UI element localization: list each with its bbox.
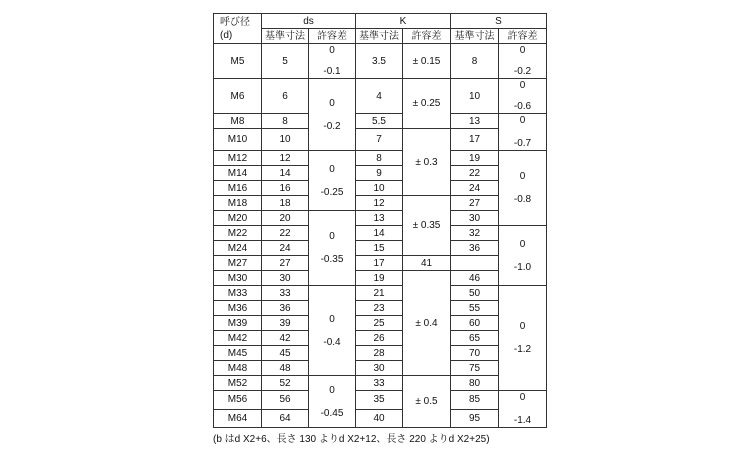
- s-base-cell: 30: [451, 211, 499, 226]
- ds-base-cell: 6: [262, 79, 309, 114]
- k-tol-cell: ± 0.5: [403, 376, 451, 428]
- size-cell: M33: [214, 286, 262, 301]
- nominal-header: [214, 14, 262, 44]
- s-tol-cell-spacer: [499, 57, 546, 65]
- s-tol-cell-spacer: [499, 251, 546, 261]
- ds-tol-cell-spacer: [309, 243, 355, 253]
- k-tol-cell: ± 0.35: [403, 196, 451, 256]
- table-row: [214, 331, 547, 346]
- table-row: [214, 166, 547, 181]
- ds-base-cell: 39: [262, 316, 309, 331]
- k-base-cell: 12: [356, 196, 403, 211]
- ds-base-cell: 36: [262, 301, 309, 316]
- ds-base-cell: 8: [262, 114, 309, 129]
- table-row: [214, 79, 547, 114]
- k-base-cell: 7: [356, 129, 403, 151]
- size-cell: M24: [214, 241, 262, 256]
- ds-tol-cell-upper: 0: [329, 384, 335, 396]
- s-tol-cell-lower: -0.2: [513, 66, 532, 77]
- s-tol-cell-upper: 0: [519, 115, 526, 126]
- size-cell: M18: [214, 196, 262, 211]
- s-base-cell: 70: [451, 346, 499, 361]
- table-row: [214, 129, 547, 151]
- ds-tol-cell: [309, 79, 356, 151]
- table-row: [214, 151, 547, 166]
- s-tol-cell-spacer: [499, 404, 546, 414]
- s-base-cell: 36: [451, 241, 499, 256]
- ds-tol-cell: [309, 286, 356, 376]
- table-row: [214, 316, 547, 331]
- s-base-cell: 17: [451, 129, 499, 151]
- table-row: [214, 361, 547, 376]
- k-base-header: 基準寸法: [356, 29, 403, 44]
- k-base-cell: 19: [356, 271, 403, 286]
- dimension-table: [213, 13, 547, 428]
- size-cell: M42: [214, 331, 262, 346]
- s-base-cell: 10: [451, 79, 499, 114]
- ds-base-cell: 56: [262, 391, 309, 410]
- s-base-cell: 19: [451, 151, 499, 166]
- s-tol-cell: [499, 391, 547, 428]
- s-base-cell: 32: [451, 226, 499, 241]
- s-tol-cell-upper: 0: [519, 80, 526, 91]
- k-base-cell: 9: [356, 166, 403, 181]
- s-tol-cell-upper: 0: [519, 171, 526, 182]
- size-cell: M48: [214, 361, 262, 376]
- s-tol-cell-lower: -1.4: [513, 415, 532, 426]
- ds-tol-cell-upper: 0: [329, 313, 335, 325]
- size-cell: M45: [214, 346, 262, 361]
- table-row: [214, 256, 547, 271]
- ds-tol-cell-spacer: [309, 397, 355, 407]
- nominal-label: 呼び径: [220, 16, 250, 28]
- s-tol-cell-spacer: [499, 92, 546, 100]
- k-base-cell: 8: [356, 151, 403, 166]
- s-tol-cell-upper: 0: [519, 238, 526, 250]
- k-base-cell: 28: [356, 346, 403, 361]
- table-row: [214, 226, 547, 241]
- k-base-cell: 30: [356, 361, 403, 376]
- size-cell: M6: [214, 79, 262, 114]
- size-cell: M20: [214, 211, 262, 226]
- size-cell: M56: [214, 391, 262, 410]
- ds-tol-cell-spacer: [309, 110, 355, 120]
- k-base-cell: 4: [356, 79, 403, 114]
- k-tol-header: 許容差: [403, 29, 451, 44]
- ds-tol-cell-spacer: [309, 176, 355, 186]
- s-base-cell: 8: [451, 44, 499, 79]
- ds-base-cell: 27: [262, 256, 309, 271]
- ds-tol-cell-lower: -0.45: [320, 407, 344, 419]
- k-base-cell: 13: [356, 211, 403, 226]
- ds-base-cell: 12: [262, 151, 309, 166]
- table-row: [214, 44, 547, 79]
- k-tol-cell: ± 0.25: [403, 79, 451, 129]
- ds-base-cell: 45: [262, 346, 309, 361]
- s-tol-cell: [499, 151, 547, 226]
- k-base-cell: 26: [356, 331, 403, 346]
- k-base-cell: 15: [356, 241, 403, 256]
- table-row: [214, 301, 547, 316]
- table-row: [214, 181, 547, 196]
- size-cell: M36: [214, 301, 262, 316]
- s-base-cell: 85: [451, 391, 499, 410]
- s-base-cell: 24: [451, 181, 499, 196]
- ds-base-cell: 48: [262, 361, 309, 376]
- k-base-cell: 14: [356, 226, 403, 241]
- size-cell: M5: [214, 44, 262, 79]
- table-row: [214, 376, 547, 391]
- s-tol-cell-lower: -0.6: [513, 101, 532, 112]
- s-tol-cell: [499, 114, 547, 151]
- ds-base-cell: 5: [262, 44, 309, 79]
- k-base-cell: 40: [356, 409, 403, 428]
- ds-tol-cell: [309, 376, 356, 428]
- group-header-s: S: [451, 14, 547, 29]
- size-cell: M64: [214, 409, 262, 428]
- ds-base-cell: 52: [262, 376, 309, 391]
- s-base-header: 基準寸法: [451, 29, 499, 44]
- s-tol-cell: [499, 286, 547, 391]
- k-base-cell: 21: [356, 286, 403, 301]
- k-base-cell: 33: [356, 376, 403, 391]
- ds-base-cell: 20: [262, 211, 309, 226]
- ds-base-cell: 42: [262, 331, 309, 346]
- ds-tol-cell: [309, 211, 356, 286]
- ds-tol-cell-spacer: [309, 326, 355, 336]
- s-tol-header: 許容差: [499, 29, 547, 44]
- s-base-cell: 95: [451, 409, 499, 428]
- ds-tol-cell: [309, 151, 356, 211]
- ds-base-header: 基準寸法: [262, 29, 309, 44]
- s-tol-cell: [499, 79, 547, 114]
- header-row-1: [214, 14, 547, 29]
- size-cell: M8: [214, 114, 262, 129]
- s-base-cell: 75: [451, 361, 499, 376]
- size-cell: M16: [214, 181, 262, 196]
- ds-tol-cell-lower: -0.1: [323, 66, 341, 77]
- s-tol-cell-upper: 0: [519, 392, 526, 403]
- s-tol-cell-spacer: [499, 127, 546, 137]
- table-row: [214, 346, 547, 361]
- ds-tol-cell-lower: -0.2: [323, 120, 341, 132]
- ds-base-cell: 14: [262, 166, 309, 181]
- k-base-cell: 25: [356, 316, 403, 331]
- k-base-cell: 10: [356, 181, 403, 196]
- table-row: [214, 409, 547, 428]
- group-header-k: K: [356, 14, 451, 29]
- table-row: [214, 391, 547, 410]
- size-cell: M14: [214, 166, 262, 181]
- table-row: [214, 286, 547, 301]
- size-cell: M39: [214, 316, 262, 331]
- s-tol-cell-lower: -0.8: [513, 194, 532, 205]
- size-cell: M52: [214, 376, 262, 391]
- k-base-cell: 17: [356, 256, 403, 271]
- k-tol-cell: ± 0.3: [403, 129, 451, 196]
- s-base-cell: 60: [451, 316, 499, 331]
- footnote: (b はd X2+6、長さ 130 よりd X2+12、長さ 220 よりd X2+25): [213, 434, 490, 445]
- ds-tol-cell-upper: 0: [329, 97, 335, 109]
- s-base-cell: 22: [451, 166, 499, 181]
- ds-tol-header: 許容差: [309, 29, 356, 44]
- ds-base-cell: 24: [262, 241, 309, 256]
- ds-tol-cell-lower: -0.35: [320, 254, 344, 265]
- k-base-cell: 35: [356, 391, 403, 410]
- s-tol-cell-lower: -1.0: [513, 261, 532, 273]
- ds-tol-cell: [309, 44, 356, 79]
- s-tol-cell-spacer: [499, 333, 546, 343]
- k-tol-cell: ± 0.4: [403, 271, 451, 376]
- s-base-cell: 27: [451, 196, 499, 211]
- s-base-cell: 65: [451, 331, 499, 346]
- ds-base-cell: 10: [262, 129, 309, 151]
- size-cell: M22: [214, 226, 262, 241]
- k-base-cell: 3.5: [356, 44, 403, 79]
- ds-base-cell: 16: [262, 181, 309, 196]
- ds-tol-cell-upper: 0: [329, 163, 335, 175]
- s-tol-cell: [499, 44, 547, 79]
- size-cell: M12: [214, 151, 262, 166]
- s-tol-cell-lower: -1.2: [513, 344, 532, 355]
- s-base-cell: 50: [451, 286, 499, 301]
- table-body: [214, 14, 547, 428]
- s-tol-cell: [499, 226, 547, 286]
- ds-base-cell: 64: [262, 409, 309, 428]
- nominal-sub: (d): [220, 29, 233, 41]
- ds-base-cell: 30: [262, 271, 309, 286]
- table-row: [214, 114, 547, 129]
- s-tol-cell-upper: 0: [519, 321, 526, 332]
- ds-tol-cell-upper: 0: [329, 45, 335, 56]
- size-cell: M10: [214, 129, 262, 151]
- s-tol-cell-upper: 0: [519, 45, 526, 56]
- ds-base-cell: 22: [262, 226, 309, 241]
- ds-tol-cell-lower: -0.4: [323, 336, 341, 348]
- size-cell: M30: [214, 271, 262, 286]
- group-header-ds: ds: [262, 14, 356, 29]
- s-tol-cell-lower: -0.7: [513, 138, 532, 149]
- header-row-2: [214, 29, 547, 44]
- s-base-cell: 41: [403, 256, 451, 271]
- s-base-cell: 80: [451, 376, 499, 391]
- ds-tol-cell-upper: 0: [329, 231, 335, 242]
- table-row: [214, 241, 547, 256]
- table-row: [214, 196, 547, 211]
- k-base-cell: 23: [356, 301, 403, 316]
- s-base-cell: 46: [451, 271, 499, 286]
- s-base-cell: 55: [451, 301, 499, 316]
- s-base-cell: 13: [451, 114, 499, 129]
- ds-tol-cell-spacer: [309, 57, 355, 65]
- ds-base-cell: 18: [262, 196, 309, 211]
- s-tol-cell-spacer: [499, 183, 546, 193]
- table-row: [214, 211, 547, 226]
- table-row: [214, 271, 547, 286]
- k-tol-cell: ± 0.15: [403, 44, 451, 79]
- ds-base-cell: 33: [262, 286, 309, 301]
- k-base-cell: 5.5: [356, 114, 403, 129]
- size-cell: M27: [214, 256, 262, 271]
- ds-tol-cell-lower: -0.25: [320, 186, 344, 198]
